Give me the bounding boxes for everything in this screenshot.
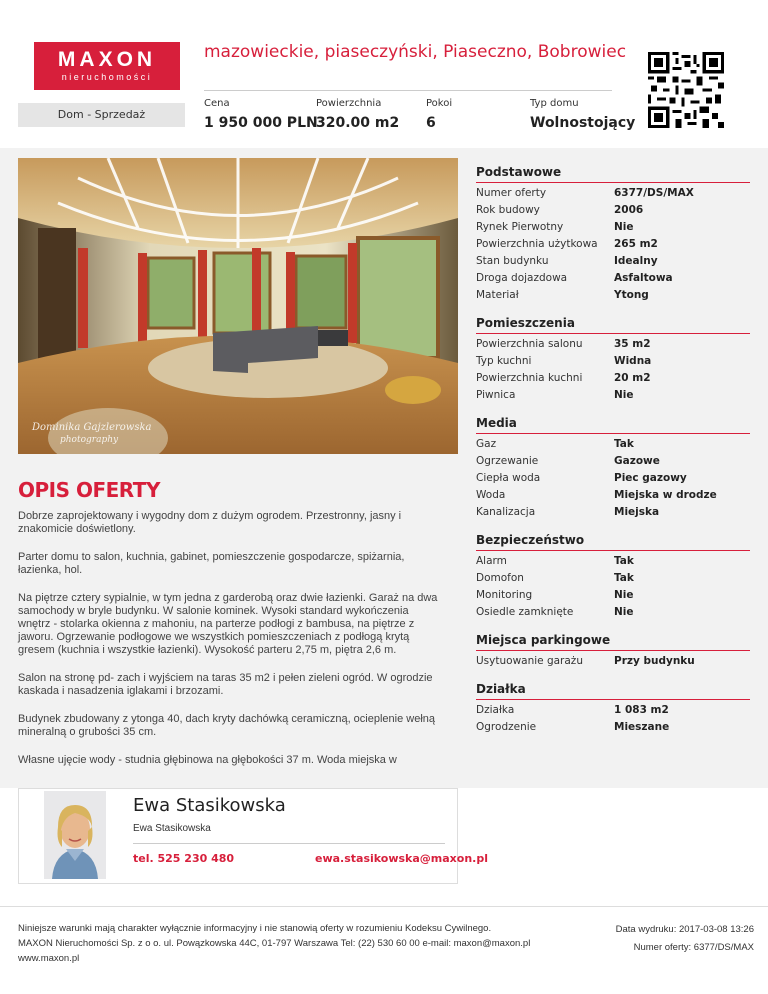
detail-value: Asfaltowa [614, 272, 673, 284]
detail-value: Miejska w drodze [614, 489, 717, 501]
detail-label: Stan budynku [476, 255, 549, 267]
property-photo[interactable] [18, 158, 458, 454]
section-title: Podstawowe [476, 165, 750, 183]
detail-row [476, 702, 750, 719]
stat-area [316, 98, 399, 131]
details-panel [476, 158, 750, 736]
description-paragraph: Na piętrze cztery sypialnie, w tym jedna z garderobą oraz dwie łazienki. Garaż na dwa samochody w bryle budynku. W salonie kominek. Wysoki standard wykończenia wnętrz - stolarka okienna z mahoniu, na parterze podłogi z bambusa, na piętrze z jaworu. Ogrzewanie podłogowe we wszystkich pomieszczeniach z podłogą krytą gresem (kuchnia i wszystkie łazienki). Wysokość parteru 2,75 m, piętra 2,6 m. [18, 592, 438, 656]
detail-row [476, 453, 750, 470]
section-rows [476, 183, 750, 304]
description-paragraph: Własne ujęcie wody - studnia głębinowa na głębokości 37 m. Woda miejska w [18, 754, 397, 766]
detail-row [476, 270, 750, 287]
detail-label: Piwnica [476, 389, 516, 401]
description-title: OPIS OFERTY [18, 478, 160, 502]
stat-house-type [530, 98, 635, 131]
photo-watermark-sub: photography [60, 435, 119, 445]
logo-brand: MAXON [57, 48, 157, 71]
detail-value: Tak [614, 555, 634, 567]
offer-type-badge: Dom - Sprzedaż [18, 103, 185, 127]
detail-label: Numer oferty [476, 187, 547, 199]
detail-label: Kanalizacja [476, 506, 536, 518]
agent-email-link[interactable]: ewa.stasikowska@maxon.pl [315, 852, 488, 865]
detail-row [476, 570, 750, 587]
detail-label: Droga dojazdowa [476, 272, 568, 284]
print-date: Data wydruku: 2017-03-08 13:26 [615, 924, 754, 935]
detail-row [476, 604, 750, 621]
stat-rooms [426, 98, 452, 131]
detail-value: Ytong [614, 289, 649, 301]
detail-label: Powierzchnia użytkowa [476, 238, 598, 250]
detail-label: Ciepła woda [476, 472, 541, 484]
detail-row [476, 236, 750, 253]
description-paragraph: Budynek zbudowany z ytonga 40, dach kryty dachówką ceramiczną, ocieplenie wełną mineralną o grubości 35 cm. [18, 713, 436, 738]
detail-value: Miejska [614, 506, 660, 518]
agent-name: Ewa Stasikowska [133, 795, 286, 816]
footer-offer-number: Numer oferty: 6377/DS/MAX [633, 942, 754, 953]
detail-row [476, 253, 750, 270]
detail-value: Idealny [614, 255, 658, 267]
detail-row [476, 436, 750, 453]
stat-price [204, 98, 318, 131]
detail-row [476, 370, 750, 387]
detail-label: Monitoring [476, 589, 533, 601]
detail-row [476, 202, 750, 219]
company-info-line: MAXON Nieruchomości Sp. z o o. ul. Powązkowska 44C, 01-797 Warszawa Tel: (22) 530 60 00 e-mail: maxon@maxon.pl www.maxon.pl [18, 938, 531, 964]
section-rows [476, 334, 750, 404]
detail-label: Powierzchnia salonu [476, 338, 583, 350]
detail-row [476, 504, 750, 521]
detail-value: Nie [614, 606, 634, 618]
detail-row [476, 653, 750, 670]
detail-value: Nie [614, 389, 634, 401]
detail-value: 35 m2 [614, 338, 651, 350]
section-title: Bezpieczeństwo [476, 533, 750, 551]
detail-label: Alarm [476, 555, 507, 567]
detail-value: Gazowe [614, 455, 660, 467]
detail-value: 2006 [614, 204, 644, 216]
agent-divider [133, 843, 445, 844]
footer [0, 906, 768, 994]
description-paragraph: Parter domu to salon, kuchnia, gabinet, pomieszczenie gospodarcze, spiżarnia, łazienka, hol. [18, 551, 405, 576]
detail-value: Przy budynku [614, 655, 695, 667]
detail-row [476, 487, 750, 504]
stat-label: Powierzchnia [316, 98, 382, 109]
detail-label: Gaz [476, 438, 497, 450]
detail-label: Rynek Pierwotny [476, 221, 564, 233]
header-divider [204, 90, 612, 91]
description-paragraph: Salon na stronę pd- zach i wyjściem na taras 35 m2 i pełen zieleni ogród. W ogrodzie kaskada i nasadzenia iglakami i brzozami. [18, 672, 433, 697]
detail-value: Nie [614, 221, 634, 233]
stat-value: Wolnostojący [530, 115, 636, 131]
detail-label: Ogrodzenie [476, 721, 537, 733]
description-text [18, 510, 438, 782]
disclaimer-line: Niniejsze warunki mają charakter wyłącznie informacyjny i nie stanowią oferty w rozumieniu Kodeksu Cywilnego. [18, 923, 492, 934]
location-title: mazowieckie, piaseczyński, Piaseczno, Bobrowiec [204, 42, 627, 62]
maxon-logo[interactable] [34, 42, 180, 90]
detail-row [476, 553, 750, 570]
stat-value: 6 [426, 115, 436, 131]
agent-avatar [44, 791, 106, 879]
detail-value: Tak [614, 572, 634, 584]
detail-row [476, 587, 750, 604]
detail-value: Nie [614, 589, 634, 601]
detail-row [476, 219, 750, 236]
agent-phone-link[interactable]: tel. 525 230 480 [133, 852, 235, 865]
section-title: Działka [476, 682, 750, 700]
stat-value: 320.00 m2 [316, 115, 400, 131]
section-rows [476, 700, 750, 736]
description-paragraph: Dobrze zaprojektowany i wygodny dom z dużym ogrodem. Przestronny, jasny i znakomicie doświetlony. [18, 510, 402, 535]
detail-label: Rok budowy [476, 204, 540, 216]
detail-value: Piec gazowy [614, 472, 687, 484]
detail-label: Typ kuchni [476, 355, 532, 367]
detail-value: 20 m2 [614, 372, 651, 384]
detail-value: 6377/DS/MAX [614, 187, 694, 199]
logo-subtitle: nieruchomości [61, 72, 153, 82]
detail-label: Powierzchnia kuchni [476, 372, 583, 384]
detail-row [476, 470, 750, 487]
detail-value: Tak [614, 438, 634, 450]
detail-value: 1 083 m2 [614, 704, 669, 716]
section-title: Media [476, 416, 750, 434]
stat-label: Pokoi [426, 98, 453, 109]
section-title: Pomieszczenia [476, 316, 750, 334]
detail-value: Mieszane [614, 721, 670, 733]
detail-value: Widna [614, 355, 652, 367]
stat-value: 1 950 000 PLN [204, 115, 318, 131]
detail-row [476, 185, 750, 202]
detail-label: Osiedle zamknięte [476, 606, 574, 618]
section-rows [476, 434, 750, 521]
footer-disclaimer [18, 921, 588, 966]
detail-value: 265 m2 [614, 238, 658, 250]
detail-label: Działka [476, 704, 515, 716]
photo-watermark: Dominika Gajzlerowska [32, 422, 152, 433]
detail-label: Usytuowanie garażu [476, 655, 583, 667]
agent-subtitle: Ewa Stasikowska [133, 823, 211, 834]
detail-label: Woda [476, 489, 506, 501]
detail-row [476, 336, 750, 353]
detail-label: Domofon [476, 572, 524, 584]
stat-label: Cena [204, 98, 230, 109]
detail-label: Materiał [476, 289, 519, 301]
detail-label: Ogrzewanie [476, 455, 539, 467]
section-rows [476, 651, 750, 670]
stat-label: Typ domu [530, 98, 579, 109]
detail-row [476, 719, 750, 736]
footer-meta [616, 921, 754, 957]
detail-row [476, 287, 750, 304]
detail-row [476, 387, 750, 404]
header [0, 0, 768, 148]
section-title: Miejsca parkingowe [476, 633, 750, 651]
agent-card [18, 788, 488, 884]
section-rows [476, 551, 750, 621]
detail-row [476, 353, 750, 370]
qr-code-icon[interactable] [648, 52, 724, 128]
